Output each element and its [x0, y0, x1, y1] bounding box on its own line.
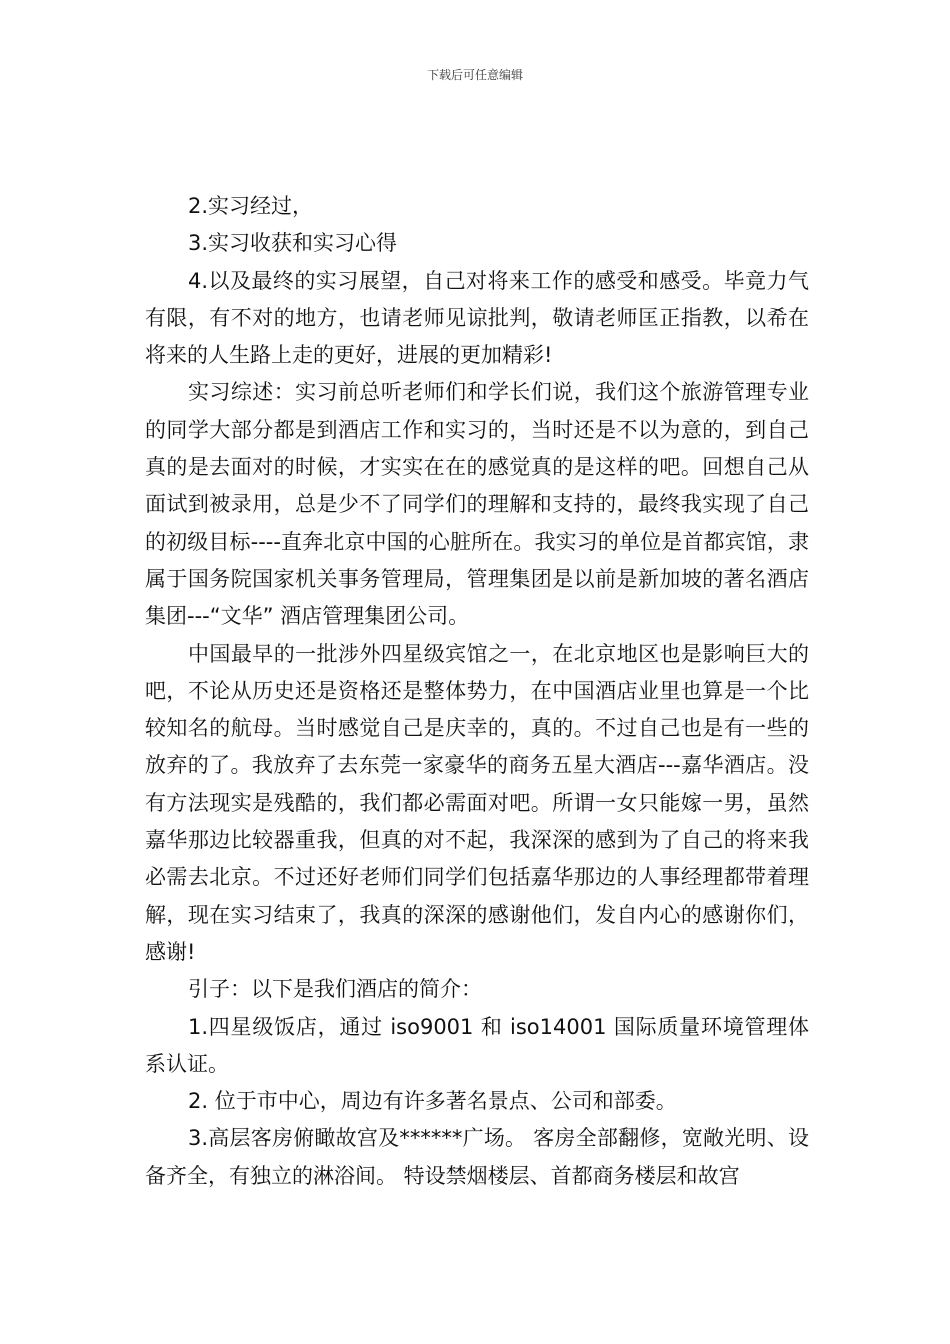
paragraph-item-4: 4.以及最终的实习展望，自己对将来工作的感受和感受。毕竟力气有限，有不对的地方，也请老师见谅批判，敬请老师匡正指教，以希在将来的人生路上走的更好，进展的更加精彩! [145, 268, 809, 368]
paragraph-hotel-feature-2: 2. 位于市中心，周边有许多著名景点、公司和部委。 [188, 1089, 677, 1114]
document-body [145, 188, 809, 1195]
paragraph-item-2: 2.实习经过， [188, 194, 314, 218]
page-header-note: 下载后可任意编辑 [426, 68, 523, 82]
paragraph-internship-summary: 实习综述：实习前总听老师们和学长们说，我们这个旅游管理专业的同学大部分都是到酒店工作和实习的，当时还是不以为意的，到自己真的是去面对的时候，才实实在在的感觉真的是这样的吧。回想自己从面试到被录用，总是少不了同学们的理解和支持的，最终我实现了自己的初级目标----直奔北京中国的心脏所在。我实习的单位是首都宾馆，隶属于国务院国家机关事务管理局，管理集团是以前是新加坡的著名酒店集团---“文华” 酒店管理集团公司。 [145, 380, 809, 629]
paragraph-hotel-feature-1: 1.四星级饭店，通过 iso9001 和 iso14001 国际质量环境管理体系认证。 [145, 1014, 809, 1076]
paragraph-hotel-feature-3: 3.高层客房俯瞰故宫及******广场。 客房全部翻修，宽敞光明、设备齐全，有独立的淋浴间。 特设禁烟楼层、首都商务楼层和故宫 [145, 1126, 809, 1188]
paragraph-item-3: 3.实习收获和实习心得 [188, 231, 398, 256]
paragraph-introduction: 引子：以下是我们酒店的简介： [188, 977, 482, 1002]
paragraph-hotel-history: 中国最早的一批涉外四星级宾馆之一，在北京地区也是影响巨大的吧，不论从历史还是资格还是整体势力，在中国酒店业里也算是一个比较知名的航母。当时感觉自己是庆幸的，真的。不过自己也是有一些的放弃的了。我放弃了去东莞一家豪华的商务五星大酒店---嘉华酒店。没有方法现实是残酷的，我们都必需面对吧。所谓一女只能嫁一男，虽然嘉华那边比较器重我，但真的对不起，我深深的感到为了自己的将来我必需去北京。不过还好老师们同学们包括嘉华那边的人事经理都带着理解，现在实习结束了，我真的深深的感谢他们，发自内心的感谢你们，感谢! [145, 641, 809, 964]
